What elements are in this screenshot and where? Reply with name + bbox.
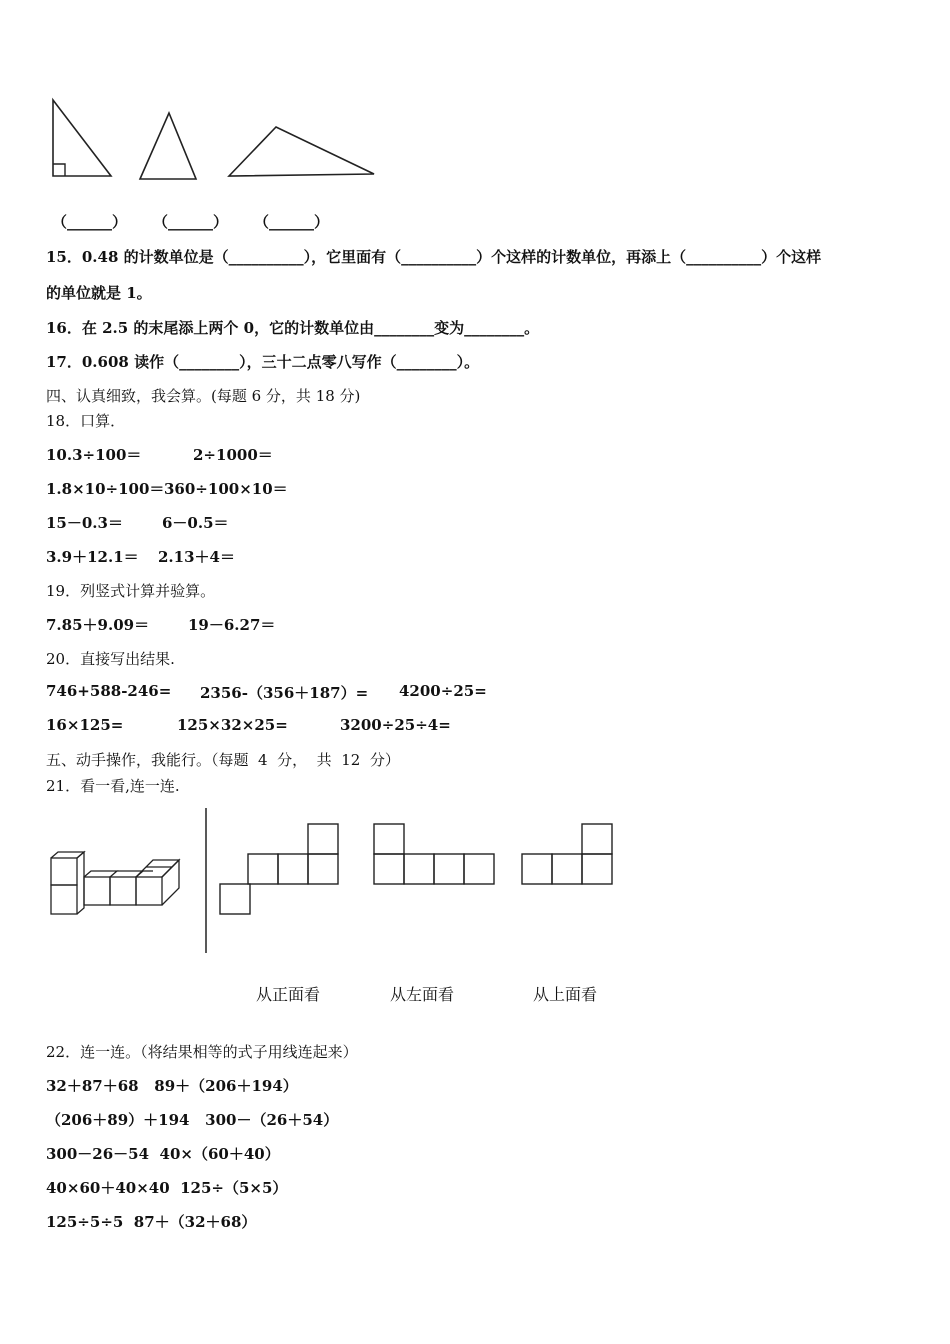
view-label-left: 从左面看 bbox=[390, 985, 455, 1004]
view-figure-2 bbox=[372, 822, 498, 886]
view-label-top: 从上面看 bbox=[533, 985, 598, 1004]
question-15-line-1: 15．0.48 的计数单位是（__________），它里面有（__________）个这样的计数单位，再添上（__________）个这样 bbox=[46, 248, 822, 266]
cube-stack-figure bbox=[48, 850, 188, 920]
triangle-obtuse bbox=[226, 124, 378, 180]
q19-item: 7.85＋9.09＝ bbox=[46, 616, 150, 634]
q20-item: 16×125= bbox=[46, 716, 124, 734]
q19-item: 19－6.27＝ bbox=[188, 616, 276, 634]
question-20-title: 20．直接写出结果. bbox=[46, 650, 175, 668]
triangle-blank-1[interactable]: （______） bbox=[52, 213, 128, 231]
q18-item: 15－0.3＝ bbox=[46, 514, 123, 532]
q18-item: 1.8×10÷100＝ bbox=[46, 480, 165, 498]
q22-row: 125÷5÷5 87＋（32＋68） bbox=[46, 1213, 257, 1231]
question-19-title: 19．列竖式计算并验算。 bbox=[46, 582, 216, 600]
triangle-acute bbox=[136, 110, 202, 182]
question-15-line-2: 的单位就是 1。 bbox=[46, 284, 152, 302]
q22-row: （206＋89）＋194 300－（26＋54） bbox=[46, 1111, 339, 1129]
q18-item: 2÷1000＝ bbox=[193, 446, 273, 464]
q20-item: 2356-（356＋187）= bbox=[200, 684, 369, 702]
section-4-heading: 四、认真细致，我会算。(每题 6 分，共 18 分) bbox=[46, 387, 361, 405]
q18-item: 6－0.5＝ bbox=[162, 514, 229, 532]
q20-item: 3200÷25÷4= bbox=[340, 716, 451, 734]
q22-row: 300－26－54 40×（60＋40） bbox=[46, 1145, 280, 1163]
question-17: 17．0.608 读作（________），三十二点零八写作（________）。 bbox=[46, 353, 480, 371]
triangle-right bbox=[48, 96, 118, 181]
question-16: 16．在 2.5 的末尾添上两个 0，它的计数单位由________变为________。 bbox=[46, 319, 540, 337]
view-figure-3 bbox=[520, 822, 616, 886]
question-21-title: 21．看一看,连一连. bbox=[46, 777, 180, 795]
q20-item: 746+588-246= bbox=[46, 682, 172, 700]
divider-line bbox=[204, 808, 208, 954]
triangle-blank-2[interactable]: （______） bbox=[153, 213, 229, 231]
q18-item: 360÷100×10＝ bbox=[164, 480, 288, 498]
q20-item: 125×32×25= bbox=[177, 716, 288, 734]
q22-row: 40×60＋40×40 125÷（5×5） bbox=[46, 1179, 288, 1197]
q18-item: 3.9＋12.1＝ bbox=[46, 548, 139, 566]
question-18-title: 18．口算． bbox=[46, 412, 126, 430]
question-22-title: 22．连一连。（将结果相等的式子用线连起来） bbox=[46, 1043, 358, 1061]
q18-item: 10.3÷100＝ bbox=[46, 446, 142, 464]
view-label-front: 从正面看 bbox=[256, 985, 321, 1004]
q20-item: 4200÷25= bbox=[399, 682, 487, 700]
section-5-heading: 五、动手操作，我能行。（每题 4 分， 共 12 分） bbox=[46, 751, 400, 769]
triangle-blank-3[interactable]: （______） bbox=[254, 213, 330, 231]
q18-item: 2.13＋4＝ bbox=[158, 548, 235, 566]
q22-row: 32＋87＋68 89＋（206＋194） bbox=[46, 1077, 298, 1095]
view-figure-1 bbox=[218, 822, 342, 916]
